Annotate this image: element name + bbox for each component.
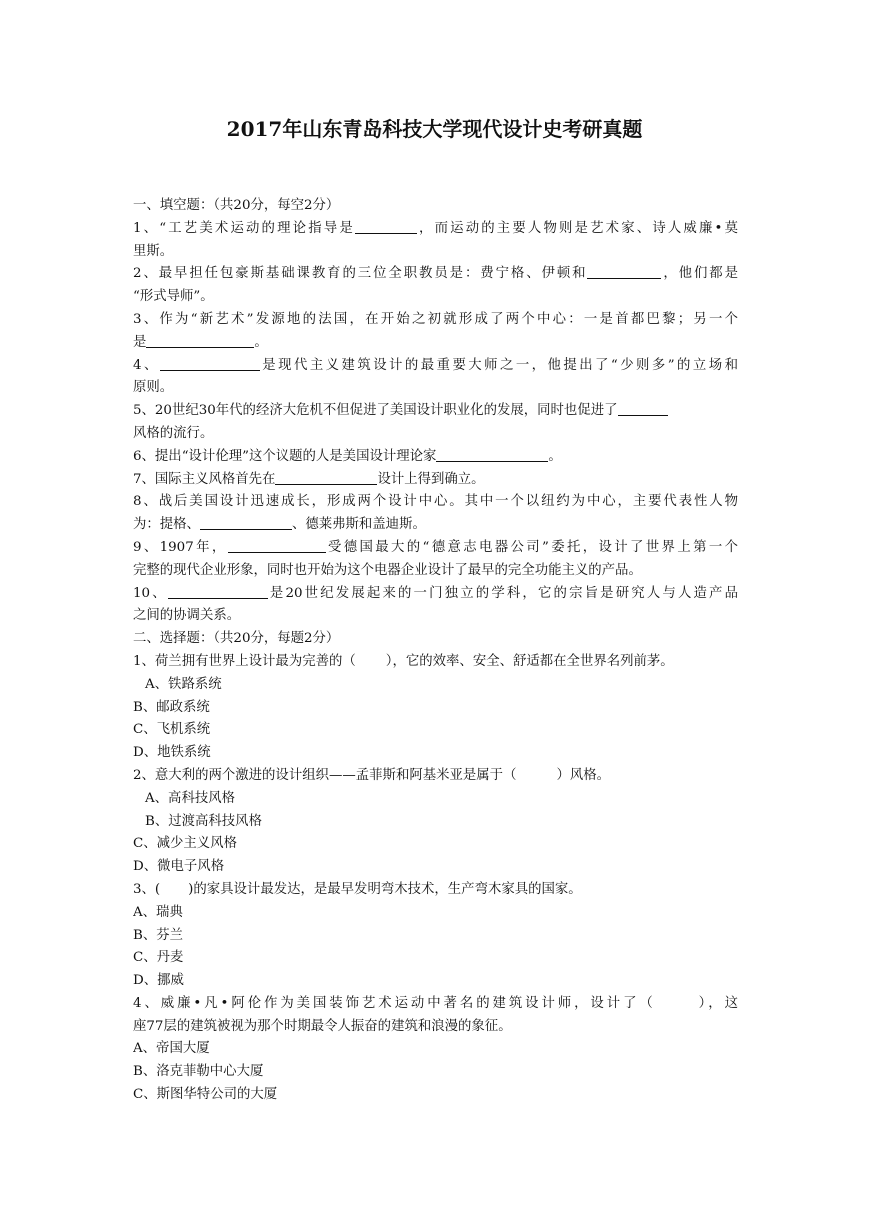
choice-option: B、芬兰 [133, 927, 184, 943]
question-1-line-2: 里斯。 [133, 243, 174, 259]
question-4-line-1: 4、 是现代主义建筑设计的最重要大师之一，他提出了“少则多”的立场和 [133, 355, 738, 378]
exam-content [133, 195, 738, 1107]
question-5-line-1: 5、20世纪30年代的经济大危机不但促进了美国设计职业化的发展，同时也促进了 [133, 400, 738, 423]
question-2-line-2: “形式导师”。 [133, 289, 214, 305]
choice-option: A、瑞典 [133, 904, 183, 920]
answer-blank [168, 583, 268, 599]
answer-blank [355, 218, 417, 234]
choice-question-4-line-1: 4、威廉•凡•阿伦作为美国装饰艺术运动中著名的建筑设计师，设计了（ ），这 [133, 995, 738, 1011]
choice-option: C、飞机系统 [133, 722, 211, 738]
choice-option: C、丹麦 [133, 950, 184, 966]
question-7: 7、国际主义风格首先在 设计上得到确立。 [133, 469, 738, 492]
question-1-line-1: 1、“工艺美术运动的理论指导是 ，而运动的主要人物则是艺术家、诗人威廉•莫 [133, 218, 738, 241]
choice-option: A、铁路系统 [145, 676, 222, 692]
question-3-line-2: 是 。 [133, 332, 738, 355]
question-3-line-1: 3、作为“新艺术”发源地的法国，在开始之初就形成了两个中心：一是首都巴黎；另一个 [133, 311, 738, 327]
question-4-line-2: 原则。 [133, 380, 174, 396]
answer-blank [587, 263, 661, 279]
section-heading-choice: 二、选择题：（共20分，每题2分） [133, 631, 340, 647]
question-2-line-1: 2、最早担任包豪斯基础课教育的三位全职教员是：费宁格、伊顿和 ，他们都是 [133, 263, 738, 286]
section-heading-fill: 一、填空题：（共20分，每空2分） [133, 198, 340, 213]
choice-option: D、地铁系统 [133, 745, 211, 761]
question-8-line-2: 为：提格、 、德莱弗斯和盖迪斯。 [133, 514, 738, 537]
answer-blank [275, 469, 377, 485]
question-10-line-2: 之间的协调关系。 [133, 608, 241, 624]
question-9-line-1: 9、1907年， 受德国最大的“德意志电器公司”委托，设计了世界上第一个 [133, 537, 738, 560]
choice-option: A、帝国大厦 [133, 1041, 210, 1057]
choice-option: D、挪威 [133, 973, 184, 989]
question-10-line-1: 10、 是20世纪发展起来的一门独立的学科，它的宗旨是研究人与人造产品 [133, 583, 738, 606]
choice-option: D、微电子风格 [133, 859, 225, 875]
choice-question-3: 3、( )的家具设计最发达，是最早发明弯木技术，生产弯木家具的国家。 [133, 881, 582, 897]
question-5-line-2: 风格的流行。 [133, 425, 214, 441]
choice-option: C、斯图华特公司的大厦 [133, 1087, 278, 1103]
choice-question-4-line-2: 座77层的建筑被视为那个时期最令人振奋的建筑和浪漫的象征。 [133, 1018, 512, 1034]
question-6: 6、提出“设计伦理”这个议题的人是美国设计理论家 。 [133, 446, 738, 469]
answer-blank [200, 514, 292, 530]
choice-option: B、过渡高科技风格 [145, 813, 262, 829]
answer-blank [160, 355, 260, 371]
answer-blank [146, 332, 254, 348]
choice-option: A、高科技风格 [145, 790, 236, 806]
answer-blank [228, 537, 326, 553]
choice-option: B、洛克菲勒中心大厦 [133, 1064, 264, 1080]
answer-blank [436, 446, 548, 462]
page-title: 2017年山东青岛科技大学现代设计史考研真题 [226, 117, 643, 141]
question-9-line-2: 完整的现代企业形象，同时也开始为这个电器企业设计了最早的完全功能主义的产品。 [133, 562, 642, 578]
choice-question-1: 1、荷兰拥有世界上设计最为完善的（ ），它的效率、安全、舒适都在全世界名列前茅。 [133, 653, 674, 669]
choice-option: B、邮政系统 [133, 699, 210, 715]
answer-blank [618, 400, 668, 416]
question-8-line-1: 8、战后美国设计迅速成长，形成两个设计中心。其中一个以纽约为中心，主要代表性人物 [133, 494, 738, 510]
choice-option: C、减少主义风格 [133, 836, 237, 852]
choice-question-2: 2、意大利的两个激进的设计组织——孟菲斯和阿基米亚是属于（ ）风格。 [133, 767, 611, 783]
